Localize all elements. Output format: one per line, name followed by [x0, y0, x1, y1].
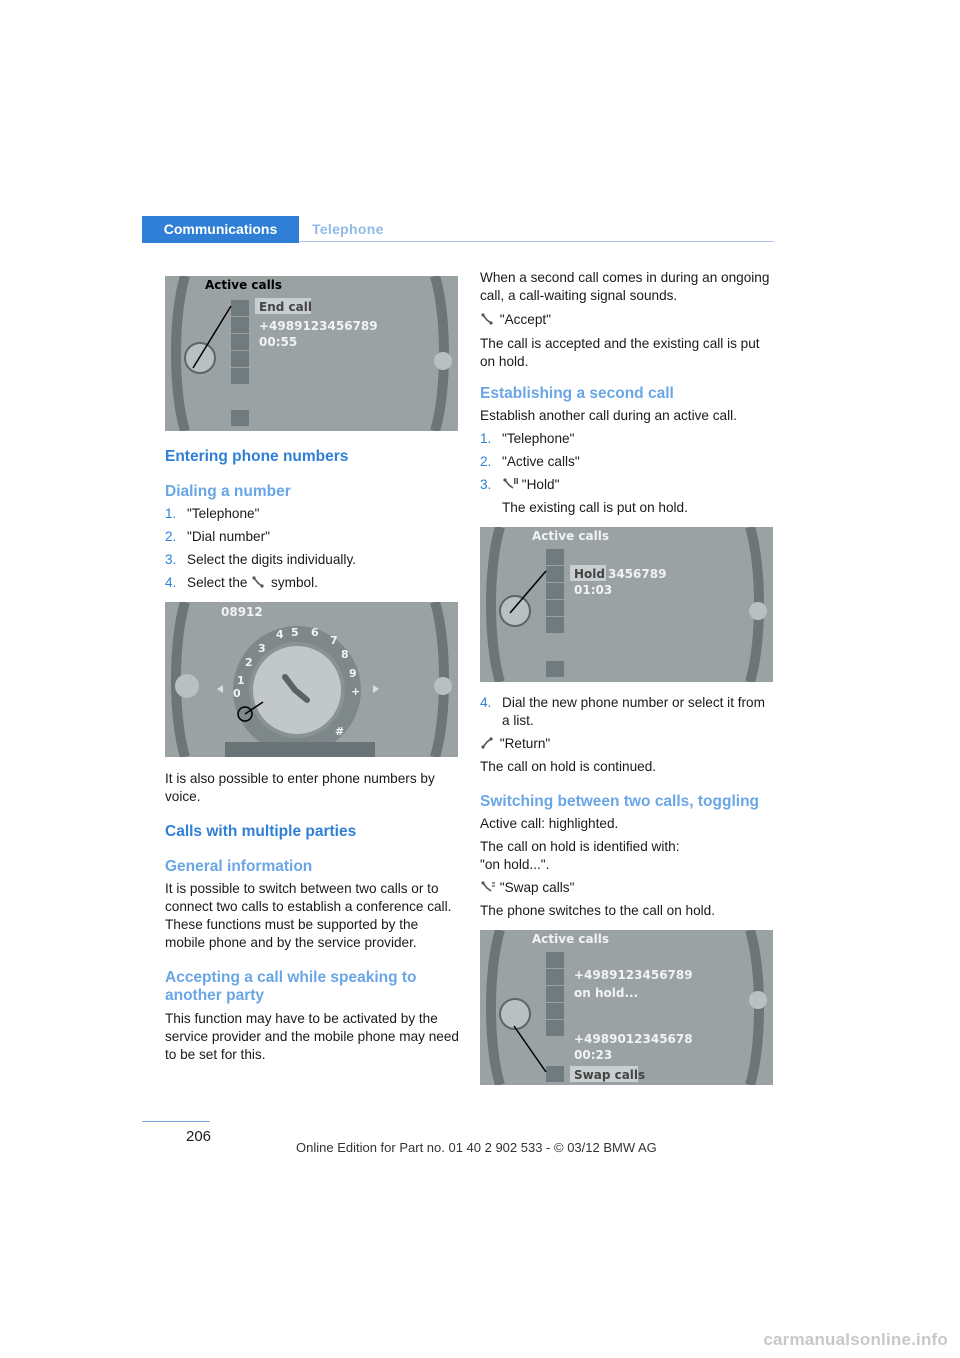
paragraph: Establish another call during an active call.	[480, 408, 737, 423]
screenshot-end-call	[165, 276, 458, 431]
phone-handset-icon	[251, 576, 267, 588]
dial-digit: 0	[233, 687, 241, 700]
general-paragraph	[165, 880, 459, 956]
dial-digit: +	[351, 685, 361, 698]
dial-digit: 6	[311, 626, 319, 639]
hold-icon	[502, 478, 518, 490]
step-text-end: symbol.	[271, 575, 318, 590]
phone-handset-icon	[480, 313, 496, 325]
accept-line	[480, 311, 774, 329]
dialed-number: 08912	[221, 605, 263, 619]
list-item	[165, 574, 459, 592]
step-number: 2.	[165, 529, 177, 544]
step-number: 2.	[480, 454, 492, 469]
paragraph: It is also possible to enter phone numbers by voice.	[165, 771, 435, 804]
screen-number-2: +4989012345678	[574, 1032, 693, 1046]
screen-title: Active calls	[532, 529, 609, 543]
dial-digit: 1	[237, 674, 245, 687]
tab-communications: Communications	[142, 216, 299, 243]
screen-menu-item: Hold	[574, 567, 605, 581]
step-text: "Active calls"	[502, 454, 580, 469]
list-item	[480, 694, 774, 730]
dial-digit: 7	[330, 634, 338, 647]
accept-paragraph	[165, 1010, 459, 1068]
heading-establishing-second-call: Establishing a second call	[480, 385, 674, 402]
dial-steps-list	[165, 505, 459, 592]
step-text: "Dial number"	[187, 529, 270, 544]
screen-time: 01:03	[574, 583, 613, 597]
screenshot-dialer	[165, 602, 458, 757]
step-text: Select the	[187, 575, 248, 590]
edition-footer: Online Edition for Part no. 01 40 2 902 533 - © 03/12 BMW AG	[296, 1140, 657, 1155]
screen-menu-item: Swap calls	[574, 1068, 646, 1082]
return-line	[480, 735, 774, 753]
screenshot-swap-calls	[480, 930, 773, 1085]
dial-digit: 5	[291, 626, 299, 639]
swap-label: "Swap calls"	[499, 880, 575, 895]
list-item	[480, 430, 774, 448]
step-number: 1.	[480, 431, 492, 446]
watermark: carmanualsonline.info	[763, 1330, 948, 1349]
screen-title: Active calls	[205, 278, 282, 292]
step-number: 3.	[480, 477, 492, 492]
return-label: "Return"	[499, 736, 551, 751]
swap-line	[480, 879, 774, 897]
step-note: The existing call is put on hold.	[502, 500, 688, 515]
list-item	[165, 528, 459, 546]
list-item-note	[480, 499, 774, 517]
return-call-icon	[480, 737, 496, 749]
step-number: 4.	[165, 575, 177, 590]
call-waiting-block	[480, 269, 774, 375]
toggle-block	[480, 815, 774, 924]
heading-calls-with-multiple-parties: Calls with multiple parties	[165, 823, 357, 840]
page-number: 206	[186, 1128, 212, 1145]
screen-number-1: +4989123456789	[574, 968, 693, 982]
accept-label: "Accept"	[499, 312, 551, 327]
section-header	[142, 216, 774, 243]
step-text: "Telephone"	[187, 506, 260, 521]
paragraph: This function may have to be activated by the service provider and the mobile phone may need to be set for this.	[165, 1011, 459, 1062]
heading-switching-between-calls: Switching between two calls, toggling	[480, 793, 760, 810]
screen-title: Active calls	[532, 932, 609, 946]
step-text: "Hold"	[521, 477, 560, 492]
paragraph: The call on hold is continued.	[480, 759, 657, 774]
tab-telephone: Telephone	[312, 221, 384, 237]
screen-graphic	[480, 930, 773, 1085]
second-call-block	[480, 407, 774, 517]
step4-block	[480, 694, 774, 780]
dial-digit: 3	[258, 642, 266, 655]
page-number-rule	[142, 1121, 210, 1122]
dial-digit: #	[335, 725, 345, 738]
heading-general-information: General information	[165, 858, 313, 875]
paragraph: Active call: highlighted.	[480, 816, 619, 831]
heading-dialing-a-number: Dialing a number	[165, 483, 291, 500]
screen-menu-item: End call	[259, 300, 312, 314]
list-item	[165, 505, 459, 523]
step-number: 4.	[480, 695, 492, 710]
step-number: 1.	[165, 506, 177, 521]
paragraph: When a second call comes in during an ongoing call, a call-waiting signal sounds.	[480, 270, 770, 303]
screen-time: 00:55	[259, 335, 298, 349]
list-item	[480, 476, 774, 494]
dial-digit: 4	[276, 628, 284, 641]
step-text: Dial the new phone number or select it from a list.	[502, 695, 765, 728]
swap-calls-icon	[480, 881, 496, 893]
screen-graphic	[480, 527, 773, 682]
screen-number: 3456789	[608, 567, 667, 581]
step-text: "Telephone"	[502, 431, 575, 446]
step-number: 3.	[165, 552, 177, 567]
dial-digit: 8	[341, 648, 349, 661]
paragraph: It is possible to switch between two calls or to connect two calls to establish a conference call. These functions must be supported by the mobile phone and by the service provider.	[165, 881, 452, 950]
paragraph: The call is accepted and the existing call is put on hold.	[480, 336, 760, 369]
paragraph: The phone switches to the call on hold.	[480, 903, 716, 918]
screen-number: +4989123456789	[259, 319, 378, 333]
list-item	[480, 453, 774, 471]
step-text: Select the digits individually.	[187, 552, 357, 567]
heading-accepting-a-call: Accepting a call while speaking to another party	[165, 969, 417, 1004]
dial-digit: 9	[349, 667, 357, 680]
screen-graphic	[165, 276, 458, 431]
screen-time-2: 00:23	[574, 1048, 613, 1062]
list-item	[165, 551, 459, 569]
screenshot-hold	[480, 527, 773, 682]
dialer-graphic	[165, 602, 458, 757]
paragraph: The call on hold is identified with: "on hold...".	[480, 839, 680, 872]
voice-note	[165, 770, 459, 810]
screen-status-1: on hold...	[574, 986, 639, 1000]
dial-digit: 2	[245, 656, 253, 669]
heading-entering-phone-numbers: Entering phone numbers	[165, 448, 349, 465]
